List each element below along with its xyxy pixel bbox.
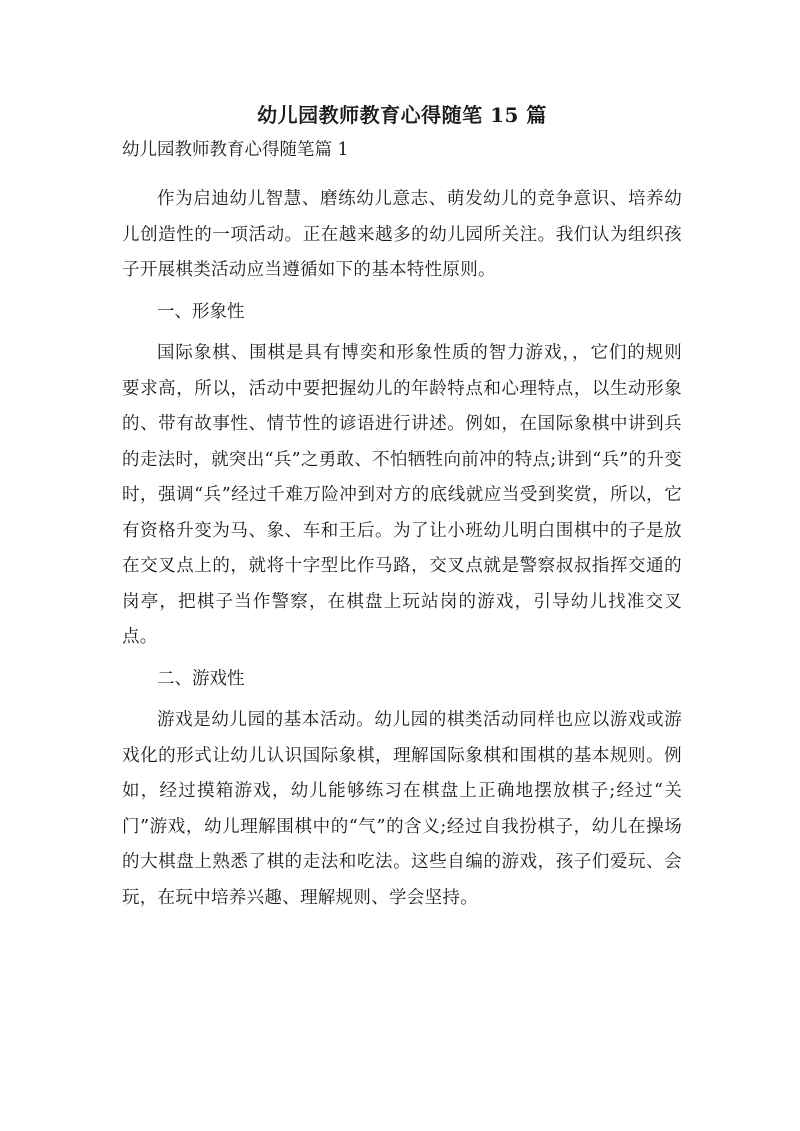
section-body-imagery: 国际象棋、围棋是具有博奕和形象性质的智力游戏，，它们的规则要求高，所以，活动中要把握幼儿的年龄特点和心理特点，以生动形象的、带有故事性、情节性的谚语进行讲述。例如，在国际象棋中讲到兵的走法时，就突出“兵”之勇敢、不怕牺牲向前冲的特点;讲到“兵”的升变时，强调“兵”经过千难万险冲到对方的底线就应当受到奖赏，所以，它有资格升变为马、象、车和王后。为了让小班幼儿明白围棋中的子是放在交叉点上的，就将十字型比作马路，交叉点就是警察叔叔指挥交通的岗亭，把棋子当作警察，在棋盘上玩站岗的游戏，引导幼儿找准交叉点。 (122, 343, 682, 647)
section-body-game: 游戏是幼儿园的基本活动。幼儿园的棋类活动同样也应以游戏或游戏化的形式让幼儿认识国际象棋，理解国际象棋和围棋的基本规则。例如，经过摸箱游戏，幼儿能够练习在棋盘上正确地摆放棋子;经过“关门”游戏，幼儿理解围棋中的“气”的含义;经过自我扮棋子，幼儿在操场的大棋盘上熟悉了棋的走法和吃法。这些自编的游戏，孩子们爱玩、会玩，在玩中培养兴趣、理解规则、学会坚持。 (122, 710, 682, 908)
document-title: 幼儿园教师教育心得随笔 15 篇 (257, 103, 547, 127)
document-subtitle: 幼儿园教师教育心得随笔篇 1 (122, 140, 349, 160)
intro-paragraph: 作为启迪幼儿智慧、磨练幼儿意志、萌发幼儿的竞争意识、培养幼儿创造性的一项活动。正在越来越多的幼儿园所关注。我们认为组织孩子开展棋类活动应当遵循如下的基本特性原则。 (122, 189, 682, 280)
section-heading-imagery: 一、形象性 (157, 301, 245, 322)
section-heading-game: 二、游戏性 (157, 668, 245, 689)
